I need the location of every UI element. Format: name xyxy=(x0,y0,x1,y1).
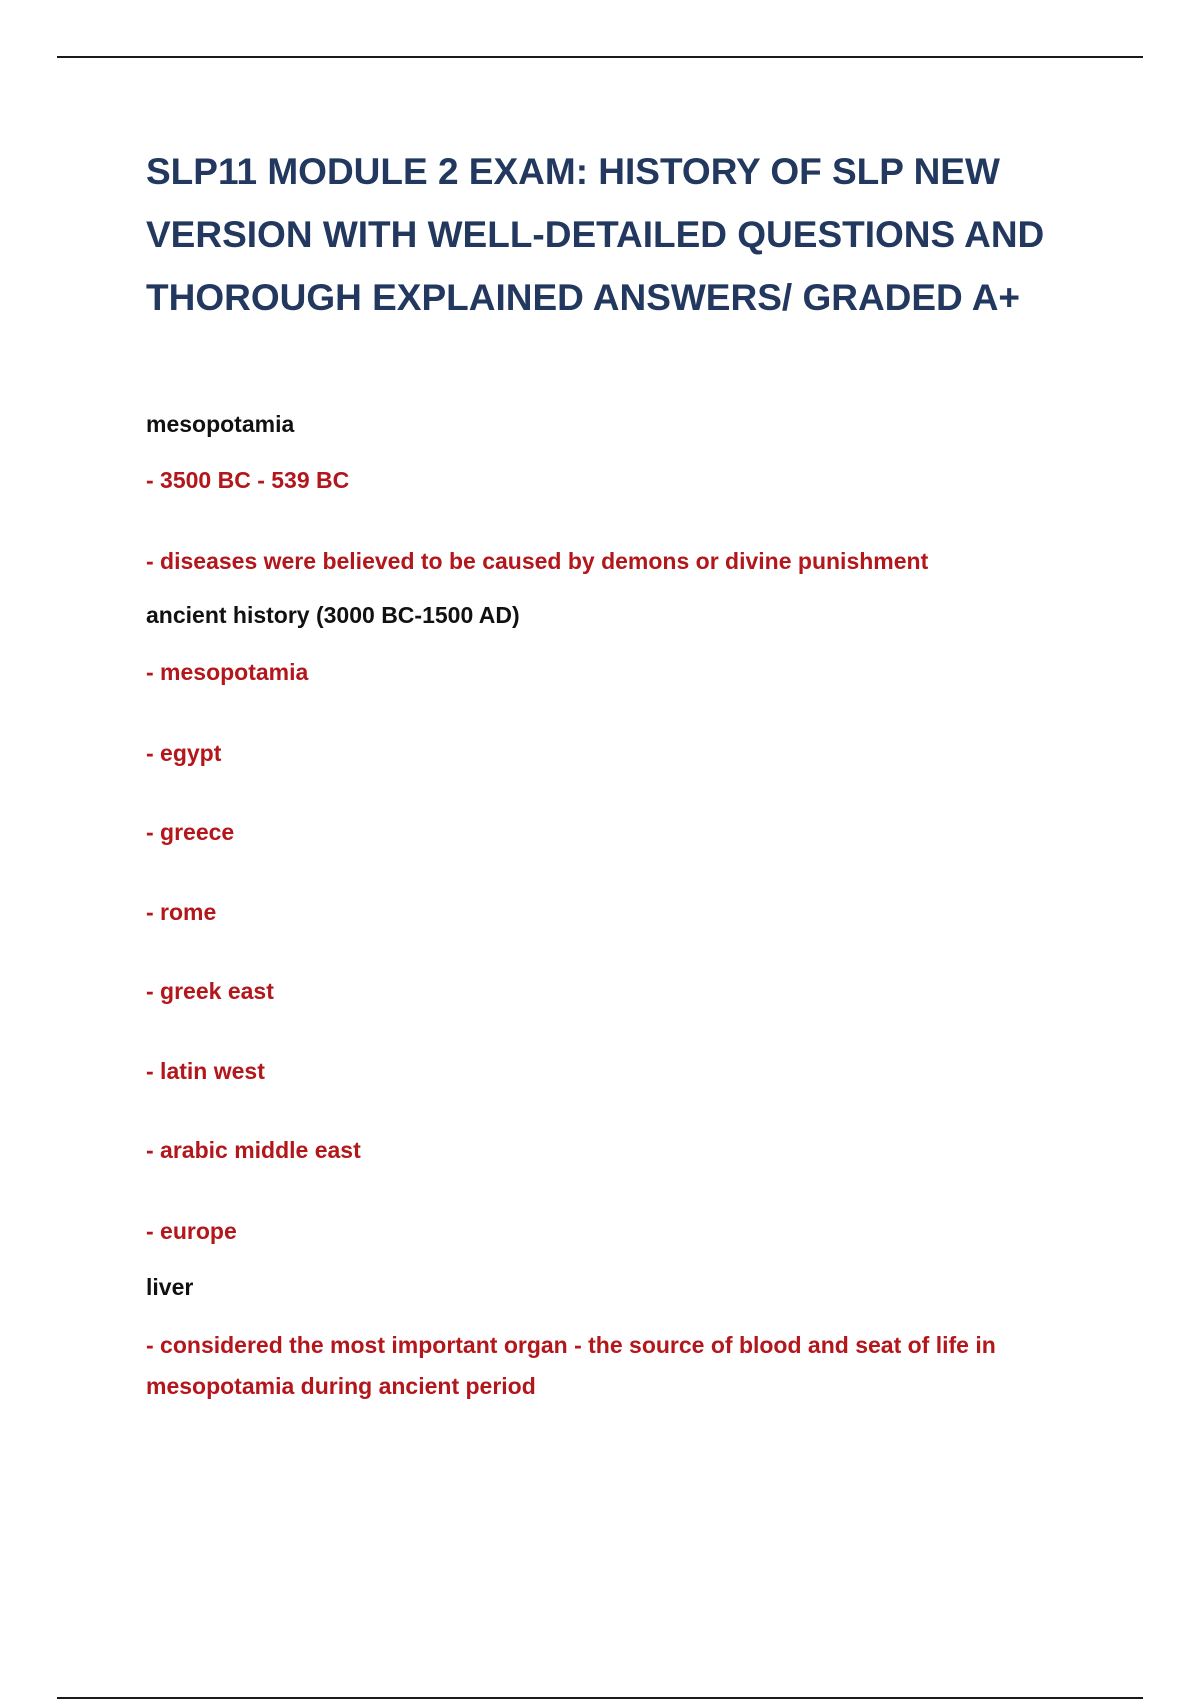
answer-line: - 3500 BC - 539 BC xyxy=(146,467,350,493)
answer-line: - rome xyxy=(146,899,217,925)
answer-line: - greece xyxy=(146,819,235,845)
document-title xyxy=(146,140,1106,329)
answer-line: - latin west xyxy=(146,1058,265,1084)
term-liver: liver xyxy=(146,1274,194,1300)
answer-line: - considered the most important organ - the source of blood and seat of life in mesopotamia during ancient period xyxy=(146,1332,996,1399)
answer-line: - europe xyxy=(146,1218,237,1244)
title-line: SLP11 MODULE 2 EXAM: HISTORY OF SLP NEW xyxy=(146,151,1000,192)
header-rule xyxy=(57,56,1143,58)
answer-line: - mesopotamia xyxy=(146,659,309,685)
answer-line: - egypt xyxy=(146,740,222,766)
answer-line: - arabic middle east xyxy=(146,1137,361,1163)
footer-rule xyxy=(57,1697,1143,1699)
answer-line: - diseases were believed to be caused by demons or divine punishment xyxy=(146,548,929,574)
term-ancient-history: ancient history (3000 BC-1500 AD) xyxy=(146,602,520,628)
title-line: THOROUGH EXPLAINED ANSWERS/ GRADED A+ xyxy=(146,277,1021,318)
answer-line: - greek east xyxy=(146,978,274,1004)
term-mesopotamia: mesopotamia xyxy=(146,411,295,437)
title-line: VERSION WITH WELL-DETAILED QUESTIONS AND xyxy=(146,214,1045,255)
